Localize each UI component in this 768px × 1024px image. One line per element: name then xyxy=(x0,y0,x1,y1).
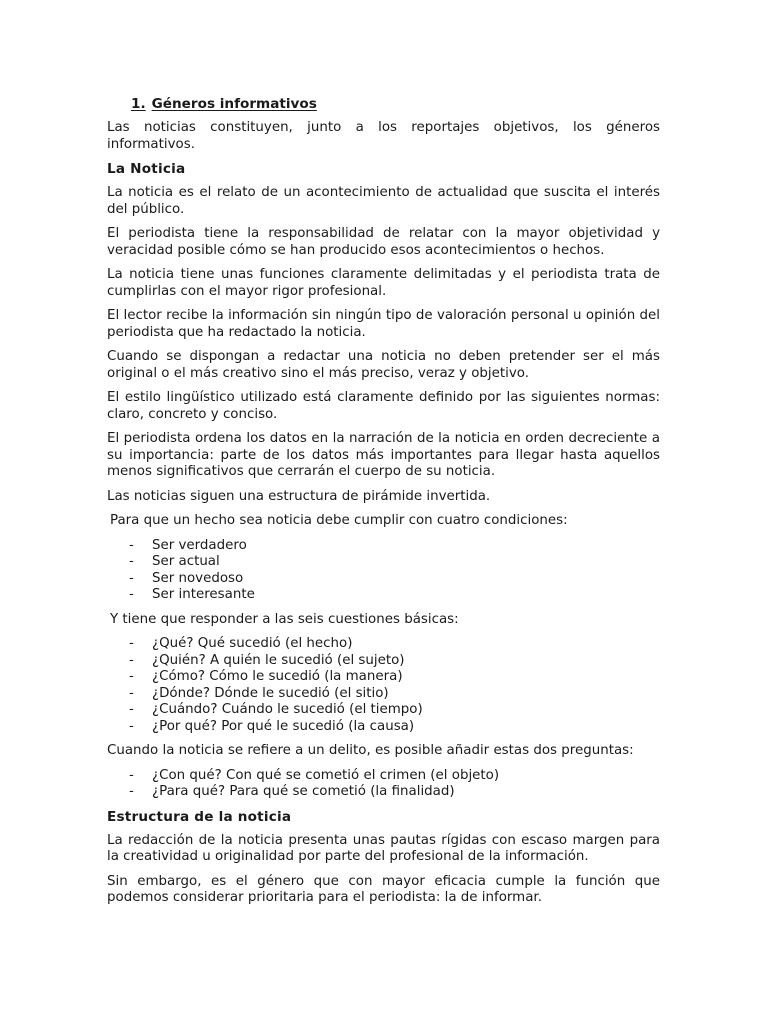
dash-marker: - xyxy=(129,685,134,701)
dash-marker: - xyxy=(129,669,134,684)
list-item-text: Ser novedoso xyxy=(152,570,244,586)
noticia-paragraph-6: El estilo lingüístico utilizado está claramente definido por las siguientes normas: claro, concreto y conciso. xyxy=(107,390,660,422)
list-item xyxy=(107,702,660,719)
list-item-text: ¿Dónde? Dónde le sucedió (el sitio) xyxy=(152,685,389,701)
section-number: 1. xyxy=(131,96,146,112)
list-item xyxy=(107,571,660,588)
list-item-text: ¿Cuándo? Cuándo le sucedió (el tiempo) xyxy=(152,702,423,717)
document-page xyxy=(107,96,660,915)
list-item xyxy=(107,587,660,604)
intro-paragraph: Las noticias constituyen, junto a los reportajes objetivos, los géneros informativos. xyxy=(107,120,660,152)
dash-marker: - xyxy=(129,554,134,569)
dash-marker: - xyxy=(129,702,134,717)
dash-marker: - xyxy=(129,767,134,783)
dash-marker: - xyxy=(129,587,134,602)
list-item xyxy=(107,784,660,801)
list-item xyxy=(107,653,660,670)
noticia-paragraph-5: Cuando se dispongan a redactar una noticia no deben pretender ser el más original o el más creativo sino el más preciso, veraz y objetivo. xyxy=(107,349,660,381)
estructura-heading: Estructura de la noticia xyxy=(107,808,292,825)
estructura-paragraph-1: La redacción de la noticia presenta unas pautas rígidas con escaso margen para la creatividad u originalidad por parte del profesional de la información. xyxy=(107,832,660,864)
noticia-paragraph-1: La noticia es el relato de un acontecimiento de actualidad que suscita el interés del público. xyxy=(107,185,660,217)
noticia-paragraph-8: Las noticias siguen una estructura de pirámide invertida. xyxy=(107,488,491,504)
conditions-list xyxy=(107,538,660,604)
conditions-lead: Para que un hecho sea noticia debe cumplir con cuatro condiciones: xyxy=(110,513,568,528)
list-item-text: ¿Qué? Qué sucedió (el hecho) xyxy=(152,636,353,651)
dash-marker: - xyxy=(129,652,134,668)
noticia-paragraph-4: El lector recibe la información sin ningún tipo de valoración personal u opinión del periodista que ha redactado la noticia. xyxy=(107,308,660,340)
list-item-text: ¿Con qué? Con qué se cometió el crimen (el objeto) xyxy=(152,767,500,783)
list-item xyxy=(107,669,660,686)
noticia-heading: La Noticia xyxy=(107,161,186,177)
list-item xyxy=(107,686,660,703)
dash-marker: - xyxy=(129,784,134,799)
dash-marker: - xyxy=(129,718,134,734)
list-item-text: ¿Quién? A quién le sucedió (el sujeto) xyxy=(152,652,405,668)
list-item xyxy=(107,636,660,653)
estructura-paragraph-2: Sin embargo, es el género que con mayor eficacia cumple la función que podemos considerar prioritaria para el periodista: la de informar. xyxy=(107,873,660,905)
list-item xyxy=(107,768,660,785)
list-item-text: ¿Para qué? Para qué se cometió (la finalidad) xyxy=(152,784,455,799)
questions-lead: Y tiene que responder a las seis cuestiones básicas: xyxy=(110,611,459,627)
list-item xyxy=(107,719,660,736)
list-item-text: Ser interesante xyxy=(152,587,255,602)
dash-marker: - xyxy=(129,570,134,586)
section-heading xyxy=(131,96,660,112)
crime-lead: Cuando la noticia se refiere a un delito, es posible añadir estas dos preguntas: xyxy=(107,743,634,758)
list-item-text: ¿Cómo? Cómo le sucedió (la manera) xyxy=(152,669,403,684)
dash-marker: - xyxy=(129,636,134,651)
questions-list xyxy=(107,636,660,735)
list-item-text: ¿Por qué? Por qué le sucedió (la causa) xyxy=(152,718,415,734)
list-item xyxy=(107,538,660,555)
noticia-paragraph-3: La noticia tiene unas funciones claramente delimitadas y el periodista trata de cumplirlas con el mayor rigor profesional. xyxy=(107,267,660,299)
list-item-text: Ser verdadero xyxy=(152,537,247,553)
noticia-paragraph-2: El periodista tiene la responsabilidad de relatar con la mayor objetividad y veracidad posible cómo se han producido esos acontecimientos o hechos. xyxy=(107,226,660,258)
section-title: Géneros informativos xyxy=(151,96,317,112)
list-item-text: Ser actual xyxy=(152,554,220,569)
noticia-paragraph-7: El periodista ordena los datos en la narración de la noticia en orden decreciente a su importancia: parte de los datos más importantes para llegar hasta aquellos menos significativos que cerrarán el cuerpo de su noticia. xyxy=(107,431,660,479)
list-item xyxy=(107,554,660,571)
dash-marker: - xyxy=(129,537,134,553)
crime-questions-list xyxy=(107,768,660,801)
